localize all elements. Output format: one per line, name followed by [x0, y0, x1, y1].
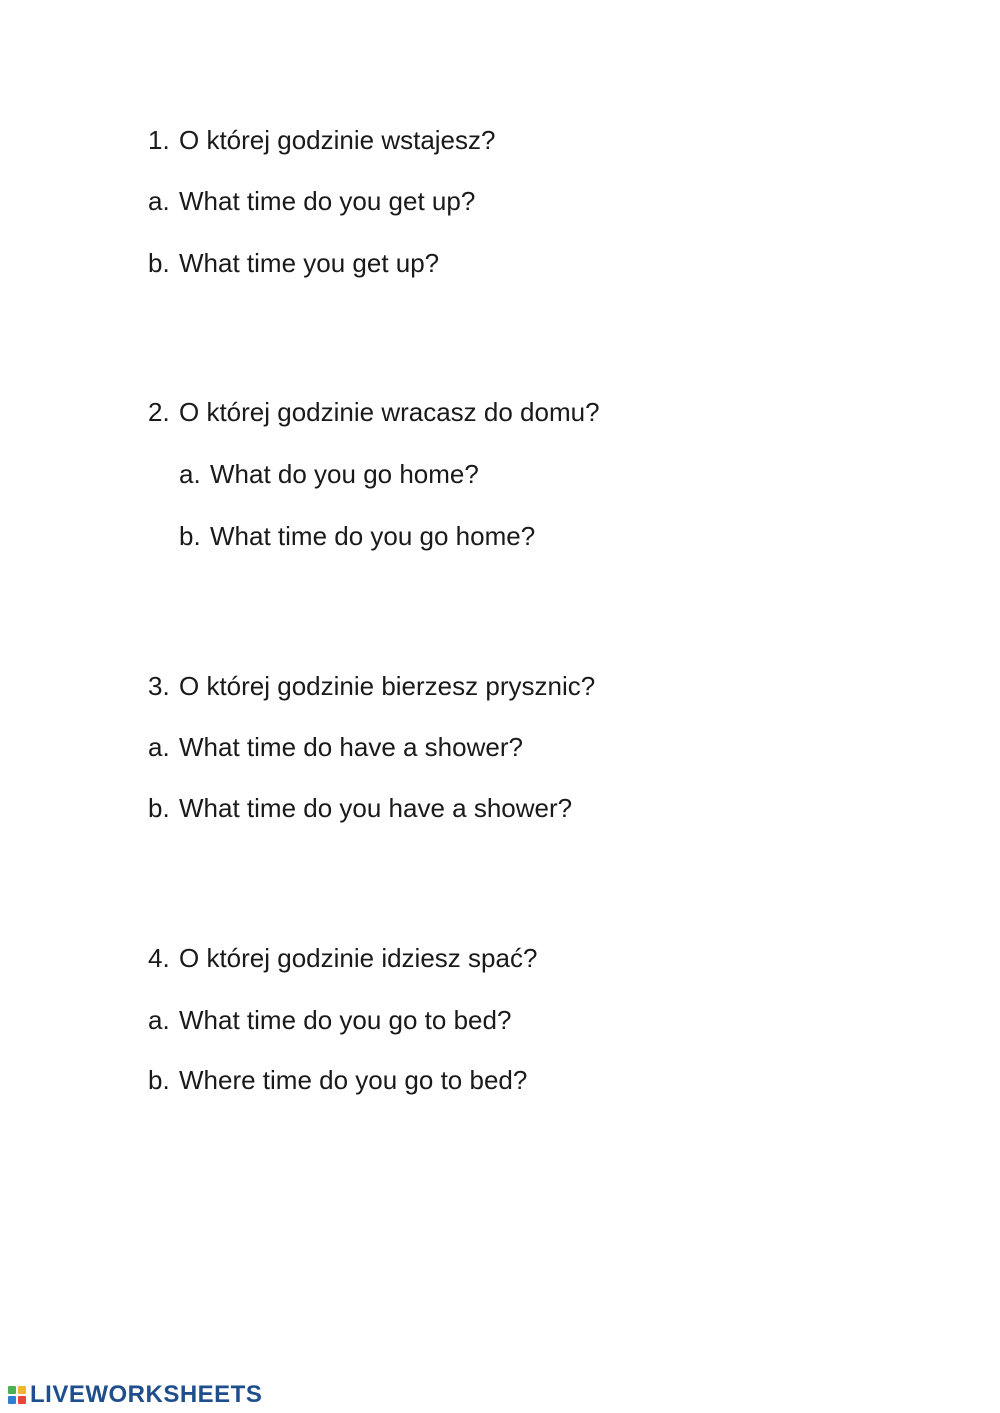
option-marker: b. [179, 521, 201, 551]
option-marker: a. [148, 1005, 170, 1035]
brand-name: LIVEWORKSHEETS [30, 1381, 263, 1408]
option-marker: a. [179, 459, 201, 489]
option-marker: a. [148, 186, 170, 216]
question-prompt: O której godzinie wracasz do domu? [179, 397, 600, 427]
question-number: 3. [148, 671, 170, 701]
logo-square [18, 1386, 26, 1394]
option-text[interactable]: What time you get up? [179, 248, 440, 278]
option-text[interactable]: What time do have a shower? [179, 732, 523, 762]
option-text[interactable]: What time do you go home? [210, 521, 536, 551]
option-text[interactable]: What time do you get up? [179, 186, 476, 216]
question-number: 2. [148, 397, 170, 427]
option-text[interactable]: What do you go home? [210, 459, 479, 489]
question-prompt: O której godzinie wstajesz? [179, 125, 496, 155]
footer-branding [8, 1380, 262, 1410]
question-prompt: O której godzinie idziesz spać? [179, 943, 538, 973]
option-text[interactable]: What time do you have a shower? [179, 793, 573, 823]
option-marker: b. [148, 1065, 170, 1095]
option-marker: b. [148, 793, 170, 823]
question-prompt: O której godzinie bierzesz prysznic? [179, 671, 596, 701]
logo-square [18, 1396, 26, 1404]
question-number: 4. [148, 943, 170, 973]
question-number: 1. [148, 125, 170, 155]
option-marker: a. [148, 732, 170, 762]
liveworksheets-logo-icon [8, 1386, 26, 1404]
option-marker: b. [148, 248, 170, 278]
logo-square [8, 1396, 16, 1404]
logo-square [8, 1386, 16, 1394]
option-text[interactable]: Where time do you go to bed? [179, 1065, 528, 1095]
option-text[interactable]: What time do you go to bed? [179, 1005, 512, 1035]
